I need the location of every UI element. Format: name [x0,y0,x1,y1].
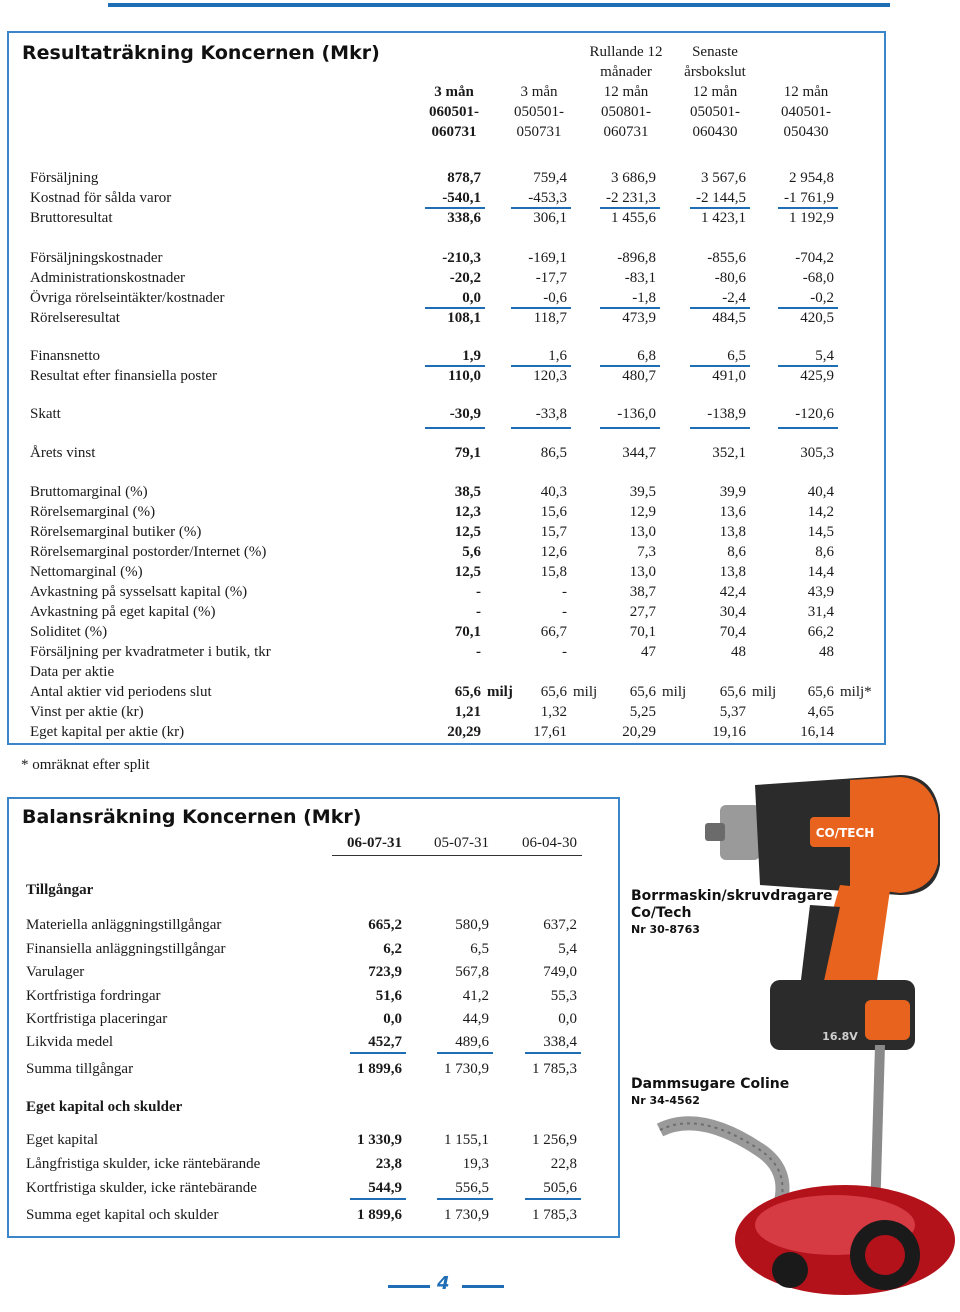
income-cell: 352,1 [712,445,746,461]
income-row-label: Bruttomarginal (%) [30,484,148,500]
page-number-rule-left [388,1285,430,1288]
balance-sum-underline [437,1198,493,1200]
income-cell: 1 423,1 [701,210,746,226]
income-cell: 65,6 [629,684,656,700]
income-cell: 70,1 [454,624,481,640]
income-cell: 30,4 [719,604,746,620]
income-row [9,642,884,662]
income-cell: -68,0 [802,270,834,286]
income-cell: -120,6 [795,406,834,422]
liabilities-heading: Eget kapital och skulder [26,1099,183,1115]
balance-cell: 567,8 [455,964,489,980]
income-row [9,482,884,502]
income-cell: 425,9 [800,368,834,384]
balance-row-label: Kortfristiga fordringar [26,988,161,1004]
balance-cell: 749,0 [543,964,577,980]
balance-cell: 556,5 [455,1180,489,1196]
income-cell: 5,6 [462,544,481,560]
vacuum-item-number: Nr 34-4562 [631,1094,700,1107]
income-cell: 70,1 [629,624,656,640]
sum-underline [425,427,485,429]
income-cell: 17,61 [533,724,567,740]
balance-row-label: Kortfristiga skulder, icke räntebärande [26,1180,257,1196]
vacuum-name: Dammsugare Coline [631,1076,790,1092]
balance-sheet-box [7,797,620,1238]
income-cell: 66,7 [540,624,567,640]
income-cell: -0,2 [810,290,834,306]
income-cell: - [562,584,567,600]
income-cell: -1,8 [632,290,656,306]
income-col-2-l2: 050501- [514,104,564,120]
balance-cell: 505,6 [543,1180,577,1196]
income-row-label: Försäljningskostnader [30,250,163,266]
income-row [9,662,884,682]
income-row [9,682,884,702]
drill-caption [631,888,833,937]
income-cell: 110,0 [448,368,481,384]
income-row [9,366,884,386]
income-cell: -20,2 [449,270,481,286]
income-row [9,522,884,542]
balance-cell: 41,2 [462,988,489,1004]
balance-cell: 1 155,1 [444,1132,489,1148]
income-row [9,208,884,228]
balance-sum-underline [525,1052,581,1054]
income-statement-title: Resultaträkning Koncernen (Mkr) [22,42,380,64]
income-cell: -169,1 [528,250,567,266]
income-cell: -540,1 [442,190,481,206]
income-row [9,308,884,328]
balance-col-header: 06-07-31 [347,835,402,851]
income-cell: 8,6 [815,544,834,560]
income-cell: 120,3 [533,368,567,384]
balance-cell: 338,4 [543,1034,577,1050]
income-cell: 484,5 [712,310,746,326]
income-cell: - [476,584,481,600]
page-number-rule-right [462,1285,504,1288]
balance-sum-underline [437,1052,493,1054]
balance-cell: 637,2 [543,917,577,933]
income-cell-unit: milj [662,684,687,700]
income-cell: 15,7 [540,524,567,540]
income-row-label: Vinst per aktie (kr) [30,704,144,720]
income-row-label: Bruttoresultat [30,210,113,226]
income-cell: 40,3 [540,484,567,500]
income-row-label: Försäljning [30,170,99,186]
income-row-label: Skatt [30,406,61,422]
balance-cell: 1 330,9 [357,1132,402,1148]
income-cell: 2 954,8 [789,170,834,186]
balance-col-header: 05-07-31 [434,835,489,851]
income-col-1-l3: 060731 [431,124,477,140]
income-cell: -2 231,3 [606,190,656,206]
balance-row-label: Eget kapital [26,1132,99,1148]
income-cell: 39,9 [719,484,746,500]
income-cell: -138,9 [707,406,746,422]
income-cell: 878,7 [447,170,481,186]
income-col-5-l2: 040501- [781,104,831,120]
income-col-3-top1: Rullande 12 [589,44,663,60]
income-cell: 6,5 [727,348,746,364]
income-cell: 1,6 [548,348,567,364]
income-cell: 14,5 [807,524,834,540]
balance-cell: 1 256,9 [532,1132,577,1148]
income-col-4-top1: Senaste [692,44,738,60]
balance-cell: 44,9 [462,1011,489,1027]
income-cell-unit: milj* [840,684,872,700]
balance-cell: 1 785,3 [532,1207,577,1223]
balance-row-label: Summa tillgångar [26,1061,134,1077]
income-cell: - [562,644,567,660]
sum-underline [600,427,660,429]
income-cell: -896,8 [617,250,656,266]
income-col-3-l3: 060731 [603,124,649,140]
income-cell: 1,21 [454,704,481,720]
income-row [9,622,884,642]
income-cell: - [476,644,481,660]
balance-cell: 19,3 [462,1156,489,1172]
income-cell: 47 [641,644,656,660]
income-row-label: Försäljning per kvadratmeter i butik, tkr [30,644,271,660]
balance-cell: 723,9 [368,964,402,980]
income-col-4-l2: 050501- [690,104,740,120]
income-cell: 13,0 [629,524,656,540]
income-row [9,582,884,602]
income-row-label: Resultat efter finansiella poster [30,368,218,384]
income-cell: -17,7 [535,270,567,286]
income-cell: -0,6 [543,290,567,306]
income-row [9,702,884,722]
income-cell: 420,5 [800,310,834,326]
income-col-2-l1: 3 mån [520,84,558,100]
assets-heading: Tillgångar [26,882,94,898]
income-row-label: Avkastning på eget kapital (%) [30,604,216,620]
income-cell: 12,5 [454,564,481,580]
balance-row-label: Finansiella anläggningstillgångar [26,941,226,957]
income-cell: 19,16 [712,724,746,740]
income-row [9,443,884,463]
balance-row-label: Summa eget kapital och skulder [26,1207,219,1223]
income-cell: 65,6 [719,684,746,700]
income-row [9,168,884,188]
income-cell: 79,1 [454,445,481,461]
income-col-4-l1: 12 mån [692,84,738,100]
balance-cell: 5,4 [558,941,577,957]
income-row-label: Finansnetto [30,348,100,364]
income-cell: 12,5 [454,524,481,540]
income-cell: 305,3 [800,445,834,461]
income-cell: 65,6 [540,684,567,700]
balance-row-label: Materiella anläggningstillgångar [26,917,222,933]
income-cell: 12,9 [629,504,656,520]
income-cell: 0,0 [462,290,481,306]
drill-voltage-label: 16.8V [822,1030,858,1043]
income-col-5-l1: 12 mån [783,84,829,100]
income-cell: -30,9 [449,406,481,422]
income-cell: 16,14 [800,724,834,740]
income-row-label: Soliditet (%) [30,624,108,640]
income-cell: 4,65 [807,704,834,720]
income-cell: 13,8 [719,524,746,540]
income-cell: 108,1 [447,310,481,326]
income-cell: 48 [731,644,746,660]
balance-cell: 489,6 [455,1034,489,1050]
balance-sum-underline [525,1198,581,1200]
income-cell: 42,4 [719,584,746,600]
income-cell: 1 455,6 [611,210,656,226]
income-col-5-l3: 050430 [783,124,829,140]
income-cell: -453,3 [528,190,567,206]
income-cell: 1,9 [462,348,481,364]
income-cell: -2 144,5 [696,190,746,206]
income-row [9,562,884,582]
balance-row-label: Långfristiga skulder, icke räntebärande [26,1156,261,1172]
income-cell-unit: milj [573,684,598,700]
income-cell: -1 761,9 [784,190,834,206]
income-cell: - [476,604,481,620]
income-cell: 20,29 [447,724,481,740]
balance-cell: 1 899,6 [357,1061,402,1077]
income-cell: 13,0 [629,564,656,580]
vacuum-image [640,1040,960,1307]
income-cell: -2,4 [722,290,746,306]
income-row-label: Antal aktier vid periodens slut [30,684,212,700]
income-row-label: Övriga rörelseintäkter/kostnader [30,290,225,306]
income-cell: 6,8 [637,348,656,364]
split-footnote: * omräknat efter split [21,757,150,773]
income-row-label: Kostnad för sålda varor [30,190,172,206]
sum-underline [511,427,571,429]
income-cell-unit: milj [752,684,777,700]
income-cell: 38,7 [629,584,656,600]
income-cell: -855,6 [707,250,746,266]
income-col-3-l2: 050801- [601,104,651,120]
income-cell: 3 686,9 [611,170,656,186]
balance-cell: 1 730,9 [444,1207,489,1223]
income-row-label: Rörelsemarginal (%) [30,504,156,520]
income-row-label: Rörelsemarginal postorder/Internet (%) [30,544,267,560]
income-row [9,722,884,742]
sum-underline [690,427,750,429]
income-col-2-l3: 050731 [516,124,562,140]
income-cell-unit: milj [487,684,513,700]
income-cell: 43,9 [807,584,834,600]
income-col-3-l1: 12 mån [603,84,649,100]
drill-name-brand: Co/Tech [631,905,692,921]
balance-cell: 23,8 [375,1156,402,1172]
income-cell: -210,3 [442,250,481,266]
drill-chuck-shape [720,805,760,860]
balance-cell: 0,0 [383,1011,402,1027]
balance-cell: 580,9 [455,917,489,933]
balance-cell: 0,0 [558,1011,577,1027]
income-cell: 48 [819,644,834,660]
top-rule [108,3,890,7]
income-cell: 13,8 [719,564,746,580]
income-cell: 8,6 [727,544,746,560]
page-number: 4 [437,1273,450,1294]
income-cell: -136,0 [617,406,656,422]
income-row [9,346,884,366]
income-cell: 70,4 [719,624,746,640]
income-cell: -704,2 [795,250,834,266]
income-cell: 65,6 [807,684,834,700]
income-cell: 344,7 [622,445,656,461]
income-row-label: Nettomarginal (%) [30,564,143,580]
balance-cell: 6,2 [383,941,402,957]
income-cell: 12,6 [540,544,567,560]
income-cell: 12,3 [454,504,481,520]
drill-item-number: Nr 30-8763 [631,923,700,936]
income-col-4-top2: årsbokslut [684,64,746,80]
balance-row-label: Kortfristiga placeringar [26,1011,168,1027]
income-cell: 14,4 [807,564,834,580]
income-cell: 1 192,9 [789,210,834,226]
income-row-label: Data per aktie [30,664,115,680]
income-cell: 7,3 [637,544,656,560]
income-cell: 65,6 [454,684,481,700]
income-cell: 15,8 [540,564,567,580]
balance-col-header: 06-04-30 [522,835,577,851]
income-row-label: Avkastning på sysselsatt kapital (%) [30,584,248,600]
balance-cell: 544,9 [368,1180,402,1196]
income-row-label: Årets vinst [30,445,96,461]
income-row-label: Administrationskostnader [30,270,185,286]
income-cell: 5,4 [815,348,834,364]
balance-cell: 1 785,3 [532,1061,577,1077]
income-cell: - [562,604,567,620]
income-row [9,248,884,268]
balance-cell: 6,5 [470,941,489,957]
balance-cell: 55,3 [550,988,577,1004]
income-col-4-l3: 060430 [692,124,738,140]
drill-name: Borrmaskin/skruvdragare [631,888,833,904]
balance-cell: 51,6 [375,988,402,1004]
income-cell: 338,6 [447,210,481,226]
income-statement-box [7,31,886,745]
balance-row-label: Likvida medel [26,1034,114,1050]
balance-cell: 452,7 [368,1034,402,1050]
income-col-1-l1: 3 mån [434,84,474,100]
income-cell: 39,5 [629,484,656,500]
balance-header-rule [332,855,582,856]
income-cell: 480,7 [622,368,656,384]
sum-underline [778,427,838,429]
drill-brand-label: CO/TECH [815,826,875,840]
income-cell: 473,9 [622,310,656,326]
income-cell: -80,6 [714,270,746,286]
income-cell: 38,5 [454,484,481,500]
income-row-label: Eget kapital per aktie (kr) [30,724,185,740]
balance-cell: 1 899,6 [357,1207,402,1223]
income-cell: 15,6 [540,504,567,520]
income-row-label: Rörelsemarginal butiker (%) [30,524,202,540]
income-row [9,268,884,288]
balance-row-label: Varulager [26,964,85,980]
balance-cell: 665,2 [368,917,402,933]
income-cell: -83,1 [624,270,656,286]
income-cell: 86,5 [540,445,567,461]
income-cell: 491,0 [712,368,746,384]
balance-cell: 1 730,9 [444,1061,489,1077]
income-cell: 40,4 [807,484,834,500]
income-cell: 5,25 [629,704,656,720]
income-cell: 66,2 [807,624,834,640]
income-row [9,502,884,522]
income-cell: 118,7 [533,310,567,326]
balance-sum-underline [350,1052,406,1054]
income-cell: 1,32 [540,704,567,720]
income-cell: 306,1 [533,210,567,226]
income-col-3-top2: månader [600,64,652,80]
income-row [9,404,884,424]
income-cell: 20,29 [622,724,656,740]
income-cell: 3 567,6 [701,170,746,186]
income-col-1-l2: 060501- [429,104,479,120]
income-row [9,188,884,208]
income-cell: -33,8 [535,406,567,422]
balance-cell: 22,8 [550,1156,577,1172]
income-cell: 5,37 [719,704,746,720]
income-cell: 31,4 [807,604,834,620]
income-row [9,288,884,308]
income-cell: 27,7 [629,604,656,620]
income-cell: 13,6 [719,504,746,520]
income-cell: 759,4 [533,170,567,186]
income-cell: 14,2 [807,504,834,520]
balance-sheet-title: Balansräkning Koncernen (Mkr) [22,806,362,828]
income-row-label: Rörelseresultat [30,310,120,326]
income-row [9,542,884,562]
income-row [9,602,884,622]
balance-sum-underline [350,1198,406,1200]
